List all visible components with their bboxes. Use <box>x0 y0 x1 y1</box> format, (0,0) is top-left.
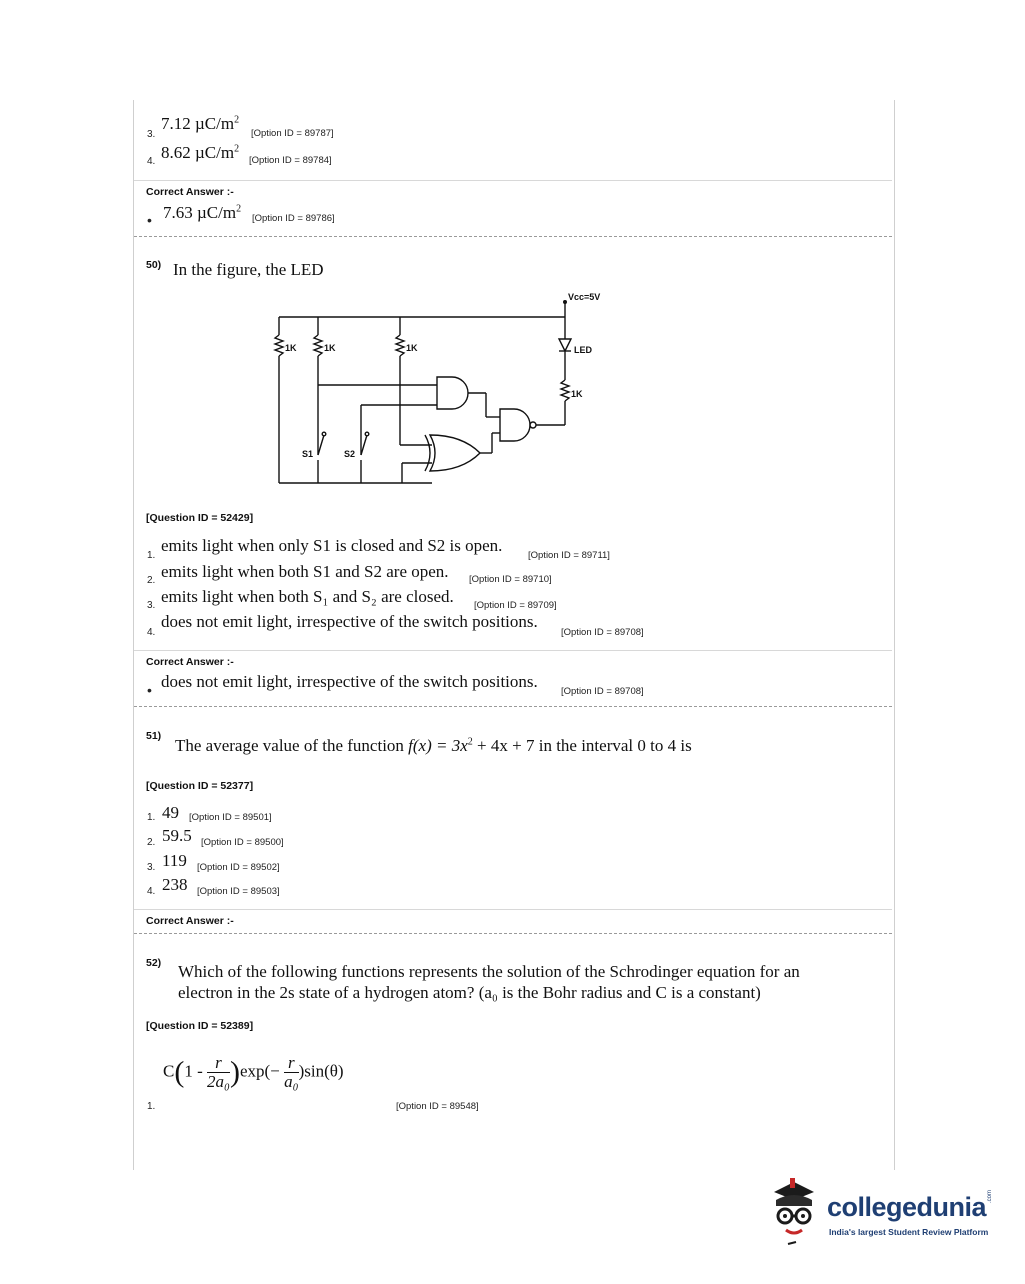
option-number: 1. <box>147 812 156 823</box>
option-value: 119 <box>162 851 187 870</box>
formula-option-1: C(1 - $\frac{r}{\text{2a₀}}$ )exp(− $\frac{r}{\text{a₀}}$ )sin(θ) <box>163 1053 344 1091</box>
led-label: LED <box>574 345 592 355</box>
question-separator <box>134 236 892 237</box>
option-number: 3. <box>147 862 156 873</box>
divider <box>134 909 892 910</box>
resistor-label: 1K <box>324 343 336 353</box>
resistor-label: 1K <box>571 389 583 399</box>
collegedunia-mascot-logo <box>766 1176 822 1248</box>
correct-answer-label: Correct Answer :- <box>146 915 234 927</box>
divider <box>134 180 892 181</box>
correct-answer-label: Correct Answer :- <box>146 656 234 668</box>
option-id: [Option ID = 89784] <box>249 155 332 166</box>
option-number: 1. <box>147 1101 156 1112</box>
option-id: [Option ID = 89708] <box>561 627 644 638</box>
option-id: [Option ID = 89503] <box>197 886 280 897</box>
option-value: 238 <box>162 875 188 894</box>
correct-answer-text: does not emit light, irrespective of the switch positions. <box>161 672 538 691</box>
question-text: In the figure, the LED <box>173 260 324 279</box>
question-id: [Question ID = 52429] <box>146 512 254 524</box>
question-id: [Question ID = 52377] <box>146 780 254 792</box>
option-id: [Option ID = 89786] <box>252 213 335 224</box>
option-id: [Option ID = 89787] <box>251 128 334 139</box>
option-text: emits light when both S₁ and S₂ are closed. <box>161 587 454 606</box>
option-id: [Option ID = 89548] <box>396 1101 479 1112</box>
bullet: • <box>147 212 152 228</box>
bullet: • <box>147 682 152 698</box>
option-id: [Option ID = 89502] <box>197 862 280 873</box>
option-id: [Option ID = 89500] <box>201 837 284 848</box>
question-number: 51) <box>146 730 162 742</box>
option-id: [Option ID = 89709] <box>474 600 557 611</box>
brand-name: collegedunia <box>827 1192 987 1222</box>
circuit-diagram <box>262 285 642 495</box>
option-text: emits light when only S1 is closed and S2 is open. <box>161 536 503 555</box>
option-number: 1. <box>147 550 156 561</box>
option-value: 49 <box>162 803 179 822</box>
resistor-label: 1K <box>406 343 418 353</box>
brand-tagline: India's largest Student Review Platform <box>829 1227 989 1237</box>
correct-answer-label: Correct Answer :- <box>146 186 234 198</box>
option-value: 59.5 <box>162 826 192 845</box>
option-id: [Option ID = 89711] <box>528 550 610 561</box>
question-separator <box>134 706 892 707</box>
option-value: 7.12 $\mu C/m^2$ <box>161 114 240 133</box>
option-text: emits light when both S1 and S2 are open. <box>161 562 449 581</box>
option-id: [Option ID = 89501] <box>189 812 272 823</box>
option-text: does not emit light, irrespective of the switch positions. <box>161 612 538 631</box>
question-text-line-2: electron in the 2s state of a hydrogen atom? (a₀ is the Bohr radius and C is a constant) <box>178 983 761 1002</box>
switch-label: S2 <box>344 449 356 459</box>
brand-suffix: .com <box>987 1189 993 1203</box>
option-number: 3. <box>147 600 156 611</box>
option-number: 4. <box>147 156 156 167</box>
vcc-label: Vcc=5V <box>568 292 601 302</box>
switch-label: S1 <box>302 449 314 459</box>
correct-answer-value: 7.63 $\mu C/m^2$ <box>163 203 242 222</box>
question-id: [Question ID = 52389] <box>146 1020 254 1032</box>
resistor-label: 1K <box>285 343 297 353</box>
divider <box>134 650 892 651</box>
question-text: The average value of the function $f(x) = 3x^2 + 4x + 7$ in the interval 0 to 4 is <box>175 736 692 755</box>
option-number: 2. <box>147 837 156 848</box>
question-text-line-1: Which of the following functions represents the solution of the Schrodinger equation for an <box>178 962 800 981</box>
option-number: 2. <box>147 575 156 586</box>
question-separator <box>134 933 892 934</box>
option-number: 4. <box>147 886 156 897</box>
option-number: 3. <box>147 129 156 140</box>
question-number: 50) <box>146 259 162 271</box>
question-number: 52) <box>146 957 162 969</box>
option-id: [Option ID = 89710] <box>469 574 552 585</box>
option-number: 4. <box>147 627 156 638</box>
option-value: 8.62 $\mu C/m^2$ <box>161 143 240 162</box>
option-id: [Option ID = 89708] <box>561 686 644 697</box>
